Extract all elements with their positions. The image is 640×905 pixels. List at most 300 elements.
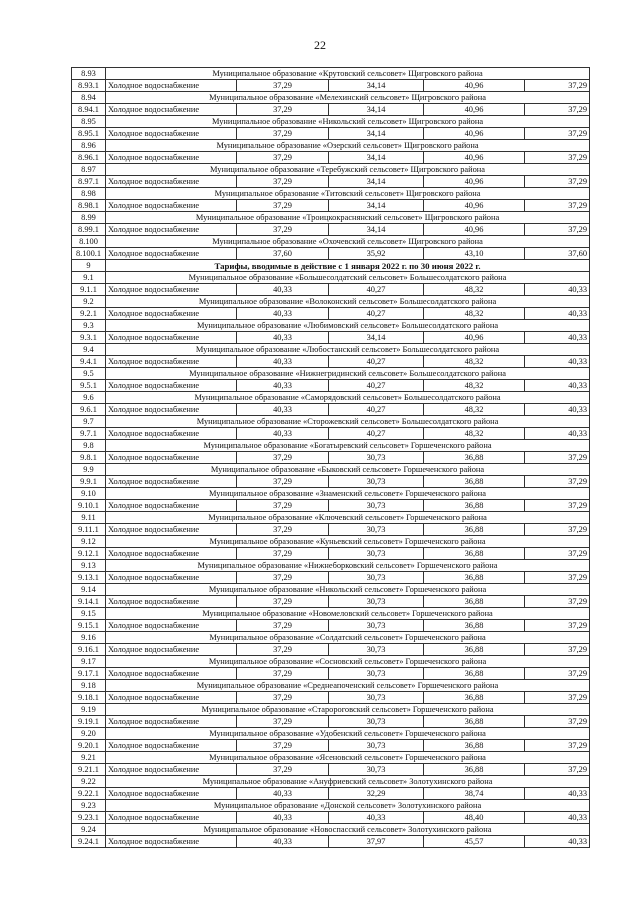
municipality-title: Муниципальное образование «Ясеновский сельсовет» Горшеченского района bbox=[106, 752, 590, 764]
tariff-value-1: 37,29 bbox=[237, 224, 329, 236]
row-number: 9.14.1 bbox=[72, 596, 106, 608]
municipality-title: Муниципальное образование «Нижнеборковский сельсовет» Горшеченского района bbox=[106, 560, 590, 572]
section-row bbox=[72, 752, 590, 764]
service-name: Холодное водоснабжение bbox=[106, 548, 237, 560]
tariff-row bbox=[72, 596, 590, 608]
section-row bbox=[72, 92, 590, 104]
tariff-value-2: 30,73 bbox=[329, 644, 424, 656]
tariff-value-1: 37,29 bbox=[237, 200, 329, 212]
municipality-title: Муниципальное образование «Куньевский сельсовет» Горшеченского района bbox=[106, 536, 590, 548]
tariff-value-2: 40,27 bbox=[329, 284, 424, 296]
tariff-value-2: 34,14 bbox=[329, 128, 424, 140]
tariff-row bbox=[72, 452, 590, 464]
tariff-value-2: 30,73 bbox=[329, 620, 424, 632]
municipality-title: Муниципальное образование «Большесолдатский сельсовет» Большесолдатского района bbox=[106, 272, 590, 284]
section-row bbox=[72, 140, 590, 152]
tariff-row bbox=[72, 284, 590, 296]
row-number: 9.15 bbox=[72, 608, 106, 620]
tariff-row bbox=[72, 836, 590, 848]
tariff-row bbox=[72, 788, 590, 800]
municipality-title: Муниципальное образование «Сосновский сельсовет» Горшеченского района bbox=[106, 656, 590, 668]
tariff-value-2: 40,33 bbox=[329, 812, 424, 824]
tariff-value-3: 40,96 bbox=[424, 128, 525, 140]
tariff-value-3: 48,32 bbox=[424, 380, 525, 392]
tariff-value-3: 36,88 bbox=[424, 740, 525, 752]
tariff-value-2: 30,73 bbox=[329, 668, 424, 680]
tariff-value-3: 48,32 bbox=[424, 308, 525, 320]
row-number: 8.93.1 bbox=[72, 80, 106, 92]
tariff-value-3: 45,57 bbox=[424, 836, 525, 848]
service-name: Холодное водоснабжение bbox=[106, 332, 237, 344]
service-name: Холодное водоснабжение bbox=[106, 224, 237, 236]
tariff-row bbox=[72, 152, 590, 164]
tariff-value-4: 37,29 bbox=[525, 128, 590, 140]
tariff-value-3: 48,32 bbox=[424, 404, 525, 416]
tariff-value-4: 40,33 bbox=[525, 836, 590, 848]
row-number: 9.21.1 bbox=[72, 764, 106, 776]
row-number: 9.7.1 bbox=[72, 428, 106, 440]
section-row bbox=[72, 164, 590, 176]
municipality-title: Муниципальное образование «Сторожевский сельсовет» Большесолдатского района bbox=[106, 416, 590, 428]
tariff-value-3: 48,32 bbox=[424, 356, 525, 368]
municipality-title: Муниципальное образование «Новоспасский сельсовет» Золотухинского района bbox=[106, 824, 590, 836]
row-number: 9.7 bbox=[72, 416, 106, 428]
tariff-value-4: 37,29 bbox=[525, 692, 590, 704]
tariff-value-1: 37,29 bbox=[237, 524, 329, 536]
tariff-value-1: 37,29 bbox=[237, 740, 329, 752]
row-number: 8.94.1 bbox=[72, 104, 106, 116]
section-row bbox=[72, 680, 590, 692]
row-number: 9.8.1 bbox=[72, 452, 106, 464]
tariff-value-1: 37,29 bbox=[237, 716, 329, 728]
municipality-title: Муниципальное образование «Удобенский сельсовет» Горшеченского района bbox=[106, 728, 590, 740]
service-name: Холодное водоснабжение bbox=[106, 572, 237, 584]
tariff-row bbox=[72, 620, 590, 632]
tariff-value-3: 36,88 bbox=[424, 596, 525, 608]
tariff-value-3: 38,74 bbox=[424, 788, 525, 800]
row-number: 9.16 bbox=[72, 632, 106, 644]
municipality-title: Муниципальное образование «Знаменский сельсовет» Горшеченского района bbox=[106, 488, 590, 500]
tariff-value-2: 30,73 bbox=[329, 452, 424, 464]
row-number: 8.95.1 bbox=[72, 128, 106, 140]
service-name: Холодное водоснабжение bbox=[106, 788, 237, 800]
municipality-title: Муниципальное образование «Ануфриевский сельсовет» Золотухинского района bbox=[106, 776, 590, 788]
service-name: Холодное водоснабжение bbox=[106, 404, 237, 416]
section-row bbox=[72, 584, 590, 596]
service-name: Холодное водоснабжение bbox=[106, 284, 237, 296]
section-row bbox=[72, 728, 590, 740]
tariff-row bbox=[72, 524, 590, 536]
tariff-row bbox=[72, 356, 590, 368]
tariff-value-2: 40,27 bbox=[329, 404, 424, 416]
tariff-value-3: 36,88 bbox=[424, 644, 525, 656]
municipality-title: Муниципальное образование «Никольский сельсовет» Горшеченского района bbox=[106, 584, 590, 596]
tariff-value-4: 37,29 bbox=[525, 572, 590, 584]
service-name: Холодное водоснабжение bbox=[106, 248, 237, 260]
row-number: 9.20.1 bbox=[72, 740, 106, 752]
row-number: 9.6.1 bbox=[72, 404, 106, 416]
tariff-row bbox=[72, 692, 590, 704]
section-row bbox=[72, 464, 590, 476]
municipality-title: Муниципальное образование «Донской сельсовет» Золотухинского района bbox=[106, 800, 590, 812]
tariff-value-4: 37,29 bbox=[525, 200, 590, 212]
section-row bbox=[72, 188, 590, 200]
row-number: 9.8 bbox=[72, 440, 106, 452]
row-number: 9.11.1 bbox=[72, 524, 106, 536]
row-number: 9.6 bbox=[72, 392, 106, 404]
tariff-value-4: 37,29 bbox=[525, 716, 590, 728]
tariff-value-3: 40,96 bbox=[424, 152, 525, 164]
service-name: Холодное водоснабжение bbox=[106, 500, 237, 512]
municipality-title: Муниципальное образование «Ключевский сельсовет» Горшеченского района bbox=[106, 512, 590, 524]
section-row bbox=[72, 608, 590, 620]
section-heading: Тарифы, вводимые в действие с 1 января 2022 г. по 30 июня 2022 г. bbox=[106, 260, 590, 272]
tariff-value-4: 37,29 bbox=[525, 476, 590, 488]
tariff-value-1: 40,33 bbox=[237, 788, 329, 800]
tariff-value-2: 34,14 bbox=[329, 152, 424, 164]
row-number: 8.97.1 bbox=[72, 176, 106, 188]
tariff-value-1: 40,33 bbox=[237, 404, 329, 416]
row-number: 9.5.1 bbox=[72, 380, 106, 392]
row-number: 8.94 bbox=[72, 92, 106, 104]
tariff-value-1: 37,29 bbox=[237, 476, 329, 488]
tariff-value-1: 37,29 bbox=[237, 548, 329, 560]
section-row bbox=[72, 212, 590, 224]
tariff-value-3: 36,88 bbox=[424, 620, 525, 632]
tariff-row bbox=[72, 404, 590, 416]
row-number: 9.4 bbox=[72, 344, 106, 356]
tariff-value-2: 34,14 bbox=[329, 200, 424, 212]
municipality-title: Муниципальное образование «Теребужский сельсовет» Щигровского района bbox=[106, 164, 590, 176]
tariff-value-4: 37,29 bbox=[525, 620, 590, 632]
section-row bbox=[72, 488, 590, 500]
tariff-value-2: 40,27 bbox=[329, 380, 424, 392]
tariff-value-2: 40,27 bbox=[329, 428, 424, 440]
tariff-value-1: 40,33 bbox=[237, 428, 329, 440]
tariff-value-1: 37,29 bbox=[237, 668, 329, 680]
municipality-title: Муниципальное образование «Саморядовский сельсовет» Большесолдатского района bbox=[106, 392, 590, 404]
section-row bbox=[72, 68, 590, 80]
tariff-value-1: 37,29 bbox=[237, 80, 329, 92]
tariff-value-2: 30,73 bbox=[329, 692, 424, 704]
tariff-value-2: 32,29 bbox=[329, 788, 424, 800]
municipality-title: Муниципальное образование «Новомеловский сельсовет» Горшеченского района bbox=[106, 608, 590, 620]
tariff-value-1: 37,29 bbox=[237, 152, 329, 164]
row-number: 8.100.1 bbox=[72, 248, 106, 260]
service-name: Холодное водоснабжение bbox=[106, 812, 237, 824]
section-row bbox=[72, 632, 590, 644]
tariff-value-4: 37,29 bbox=[525, 668, 590, 680]
municipality-title: Муниципальное образование «Охочевский сельсовет» Щигровского района bbox=[106, 236, 590, 248]
row-number: 8.100 bbox=[72, 236, 106, 248]
row-number: 8.97 bbox=[72, 164, 106, 176]
service-name: Холодное водоснабжение bbox=[106, 356, 237, 368]
row-number: 9.10.1 bbox=[72, 500, 106, 512]
row-number: 9.24.1 bbox=[72, 836, 106, 848]
tariff-row bbox=[72, 812, 590, 824]
tariff-value-3: 36,88 bbox=[424, 716, 525, 728]
tariff-value-2: 30,73 bbox=[329, 716, 424, 728]
tariff-table-body bbox=[72, 68, 590, 848]
section-row bbox=[72, 560, 590, 572]
tariff-value-1: 37,29 bbox=[237, 500, 329, 512]
tariff-value-4: 37,29 bbox=[525, 548, 590, 560]
tariff-value-2: 37,97 bbox=[329, 836, 424, 848]
municipality-title: Муниципальное образование «Крутовский сельсовет» Щигровского района bbox=[106, 68, 590, 80]
tariff-row bbox=[72, 224, 590, 236]
municipality-title: Муниципальное образование «Мелехинский сельсовет» Щигровского района bbox=[106, 92, 590, 104]
tariff-value-2: 40,27 bbox=[329, 308, 424, 320]
municipality-title: Муниципальное образование «Нижнегридинский сельсовет» Большесолдатского района bbox=[106, 368, 590, 380]
municipality-title: Муниципальное образование «Никольский сельсовет» Щигровского района bbox=[106, 116, 590, 128]
tariff-row bbox=[72, 428, 590, 440]
service-name: Холодное водоснабжение bbox=[106, 428, 237, 440]
tariff-value-4: 37,29 bbox=[525, 500, 590, 512]
service-name: Холодное водоснабжение bbox=[106, 644, 237, 656]
row-number: 9.17.1 bbox=[72, 668, 106, 680]
section-row bbox=[72, 320, 590, 332]
tariff-value-4: 37,29 bbox=[525, 104, 590, 116]
municipality-title: Муниципальное образование «Любостанский сельсовет» Большесолдатского района bbox=[106, 344, 590, 356]
row-number: 8.99.1 bbox=[72, 224, 106, 236]
tariff-value-1: 37,29 bbox=[237, 620, 329, 632]
tariff-value-3: 40,96 bbox=[424, 80, 525, 92]
section-row bbox=[72, 512, 590, 524]
tariff-value-1: 37,29 bbox=[237, 596, 329, 608]
tariff-value-3: 40,96 bbox=[424, 332, 525, 344]
tariff-value-4: 37,29 bbox=[525, 596, 590, 608]
row-number: 9.2.1 bbox=[72, 308, 106, 320]
tariff-value-1: 40,33 bbox=[237, 836, 329, 848]
tariff-row bbox=[72, 548, 590, 560]
tariff-value-1: 37,29 bbox=[237, 764, 329, 776]
service-name: Холодное водоснабжение bbox=[106, 716, 237, 728]
section-row bbox=[72, 392, 590, 404]
tariff-row bbox=[72, 248, 590, 260]
row-number: 9.12 bbox=[72, 536, 106, 548]
tariff-value-1: 37,29 bbox=[237, 572, 329, 584]
service-name: Холодное водоснабжение bbox=[106, 152, 237, 164]
tariff-value-1: 40,33 bbox=[237, 284, 329, 296]
tariff-row bbox=[72, 764, 590, 776]
row-number: 9.15.1 bbox=[72, 620, 106, 632]
row-number: 9.23.1 bbox=[72, 812, 106, 824]
tariff-value-3: 36,88 bbox=[424, 764, 525, 776]
row-number: 9.18 bbox=[72, 680, 106, 692]
section-row bbox=[72, 344, 590, 356]
tariff-value-1: 40,33 bbox=[237, 356, 329, 368]
tariff-value-3: 40,96 bbox=[424, 104, 525, 116]
section-row bbox=[72, 776, 590, 788]
section-row bbox=[72, 440, 590, 452]
tariff-value-4: 40,33 bbox=[525, 428, 590, 440]
tariff-row bbox=[72, 572, 590, 584]
row-number: 9.13.1 bbox=[72, 572, 106, 584]
row-number: 9.9.1 bbox=[72, 476, 106, 488]
row-number: 9.17 bbox=[72, 656, 106, 668]
row-number: 8.95 bbox=[72, 116, 106, 128]
service-name: Холодное водоснабжение bbox=[106, 128, 237, 140]
tariff-value-3: 36,88 bbox=[424, 548, 525, 560]
municipality-title: Муниципальное образование «Титовский сельсовет» Щигровского района bbox=[106, 188, 590, 200]
row-number: 9.13 bbox=[72, 560, 106, 572]
row-number: 8.96 bbox=[72, 140, 106, 152]
tariff-value-4: 40,33 bbox=[525, 332, 590, 344]
municipality-title: Муниципальное образование «Озерский сельсовет» Щигровского района bbox=[106, 140, 590, 152]
tariff-value-1: 40,33 bbox=[237, 380, 329, 392]
row-number: 9.1.1 bbox=[72, 284, 106, 296]
service-name: Холодное водоснабжение bbox=[106, 476, 237, 488]
tariff-value-4: 37,29 bbox=[525, 152, 590, 164]
tariff-value-4: 37,29 bbox=[525, 176, 590, 188]
tariff-value-4: 37,29 bbox=[525, 452, 590, 464]
service-name: Холодное водоснабжение bbox=[106, 764, 237, 776]
tariff-value-3: 36,88 bbox=[424, 692, 525, 704]
tariff-value-1: 40,33 bbox=[237, 308, 329, 320]
service-name: Холодное водоснабжение bbox=[106, 836, 237, 848]
municipality-title: Муниципальное образование «Быковский сельсовет» Горшеченского района bbox=[106, 464, 590, 476]
municipality-title: Муниципальное образование «Среднеапоченский сельсовет» Горшеченского района bbox=[106, 680, 590, 692]
tariff-value-3: 40,96 bbox=[424, 224, 525, 236]
tariff-value-1: 37,29 bbox=[237, 452, 329, 464]
row-number: 9.3.1 bbox=[72, 332, 106, 344]
row-number: 9.12.1 bbox=[72, 548, 106, 560]
tariff-value-4: 37,29 bbox=[525, 740, 590, 752]
tariff-value-3: 36,88 bbox=[424, 476, 525, 488]
row-number: 9.23 bbox=[72, 800, 106, 812]
row-number: 8.98 bbox=[72, 188, 106, 200]
tariff-row bbox=[72, 716, 590, 728]
tariff-value-4: 40,33 bbox=[525, 356, 590, 368]
municipality-title: Муниципальное образование «Любимовский сельсовет» Большесолдатского района bbox=[106, 320, 590, 332]
tariff-value-1: 37,29 bbox=[237, 692, 329, 704]
municipality-title: Муниципальное образование «Троицкокраснянский сельсовет» Щигровского района bbox=[106, 212, 590, 224]
row-number: 9.10 bbox=[72, 488, 106, 500]
row-number: 9.20 bbox=[72, 728, 106, 740]
section-row bbox=[72, 296, 590, 308]
tariff-value-2: 30,73 bbox=[329, 476, 424, 488]
tariff-value-1: 40,33 bbox=[237, 332, 329, 344]
row-number: 8.99 bbox=[72, 212, 106, 224]
tariff-value-4: 37,60 bbox=[525, 248, 590, 260]
row-number: 8.98.1 bbox=[72, 200, 106, 212]
tariff-value-4: 40,33 bbox=[525, 812, 590, 824]
tariff-value-4: 37,29 bbox=[525, 224, 590, 236]
section-row bbox=[72, 272, 590, 284]
tariff-value-4: 37,29 bbox=[525, 764, 590, 776]
row-number: 9.22.1 bbox=[72, 788, 106, 800]
tariff-row bbox=[72, 380, 590, 392]
service-name: Холодное водоснабжение bbox=[106, 104, 237, 116]
row-number: 9.22 bbox=[72, 776, 106, 788]
municipality-title: Муниципальное образование «Волоконский сельсовет» Большесолдатского района bbox=[106, 296, 590, 308]
tariff-value-2: 30,73 bbox=[329, 572, 424, 584]
tariff-row bbox=[72, 476, 590, 488]
service-name: Холодное водоснабжение bbox=[106, 596, 237, 608]
row-number: 9.2 bbox=[72, 296, 106, 308]
tariff-value-1: 37,60 bbox=[237, 248, 329, 260]
row-number: 9.4.1 bbox=[72, 356, 106, 368]
section-row bbox=[72, 416, 590, 428]
service-name: Холодное водоснабжение bbox=[106, 452, 237, 464]
row-number: 9.1 bbox=[72, 272, 106, 284]
tariff-value-3: 36,88 bbox=[424, 452, 525, 464]
tariff-value-2: 30,73 bbox=[329, 524, 424, 536]
tariff-value-3: 40,96 bbox=[424, 176, 525, 188]
tariff-row bbox=[72, 668, 590, 680]
tariff-row bbox=[72, 80, 590, 92]
tariff-value-4: 40,33 bbox=[525, 404, 590, 416]
tariff-row bbox=[72, 200, 590, 212]
row-number: 9.18.1 bbox=[72, 692, 106, 704]
tariff-value-3: 43,10 bbox=[424, 248, 525, 260]
section-row bbox=[72, 800, 590, 812]
tariff-row bbox=[72, 308, 590, 320]
tariff-value-2: 30,73 bbox=[329, 548, 424, 560]
tariff-value-2: 35,92 bbox=[329, 248, 424, 260]
tariff-table bbox=[71, 67, 590, 848]
tariff-row bbox=[72, 740, 590, 752]
tariff-value-3: 36,88 bbox=[424, 668, 525, 680]
tariff-row bbox=[72, 176, 590, 188]
tariff-row bbox=[72, 332, 590, 344]
tariff-value-2: 34,14 bbox=[329, 80, 424, 92]
row-number: 9.9 bbox=[72, 464, 106, 476]
row-number: 9.19 bbox=[72, 704, 106, 716]
tariff-value-4: 37,29 bbox=[525, 80, 590, 92]
tariff-value-4: 37,29 bbox=[525, 644, 590, 656]
service-name: Холодное водоснабжение bbox=[106, 692, 237, 704]
tariff-value-4: 40,33 bbox=[525, 380, 590, 392]
service-name: Холодное водоснабжение bbox=[106, 524, 237, 536]
tariff-value-2: 34,14 bbox=[329, 104, 424, 116]
tariff-value-1: 37,29 bbox=[237, 644, 329, 656]
tariff-value-4: 40,33 bbox=[525, 284, 590, 296]
row-number: 9.14 bbox=[72, 584, 106, 596]
row-number: 9.3 bbox=[72, 320, 106, 332]
page-number: 22 bbox=[314, 38, 326, 52]
municipality-title: Муниципальное образование «Солдатский сельсовет» Горшеченского района bbox=[106, 632, 590, 644]
tariff-value-2: 30,73 bbox=[329, 596, 424, 608]
tariff-value-2: 30,73 bbox=[329, 740, 424, 752]
section-row bbox=[72, 116, 590, 128]
section-row bbox=[72, 824, 590, 836]
tariff-value-2: 34,14 bbox=[329, 332, 424, 344]
tariff-row bbox=[72, 104, 590, 116]
tariff-row bbox=[72, 644, 590, 656]
section-row bbox=[72, 236, 590, 248]
tariff-value-2: 40,27 bbox=[329, 356, 424, 368]
municipality-title: Муниципальное образование «Старороговский сельсовет» Горшеченского района bbox=[106, 704, 590, 716]
tariff-value-2: 30,73 bbox=[329, 764, 424, 776]
row-number: 9.24 bbox=[72, 824, 106, 836]
tariff-value-1: 37,29 bbox=[237, 128, 329, 140]
tariff-value-3: 48,32 bbox=[424, 428, 525, 440]
tariff-value-3: 36,88 bbox=[424, 500, 525, 512]
row-number: 9.11 bbox=[72, 512, 106, 524]
tariff-value-1: 40,33 bbox=[237, 812, 329, 824]
row-number: 8.96.1 bbox=[72, 152, 106, 164]
row-number: 8.93 bbox=[72, 68, 106, 80]
service-name: Холодное водоснабжение bbox=[106, 668, 237, 680]
tariff-value-1: 37,29 bbox=[237, 104, 329, 116]
service-name: Холодное водоснабжение bbox=[106, 200, 237, 212]
tariff-value-4: 40,33 bbox=[525, 308, 590, 320]
section-row bbox=[72, 656, 590, 668]
row-number: 9.21 bbox=[72, 752, 106, 764]
tariff-value-3: 36,88 bbox=[424, 572, 525, 584]
tariff-value-4: 37,29 bbox=[525, 524, 590, 536]
